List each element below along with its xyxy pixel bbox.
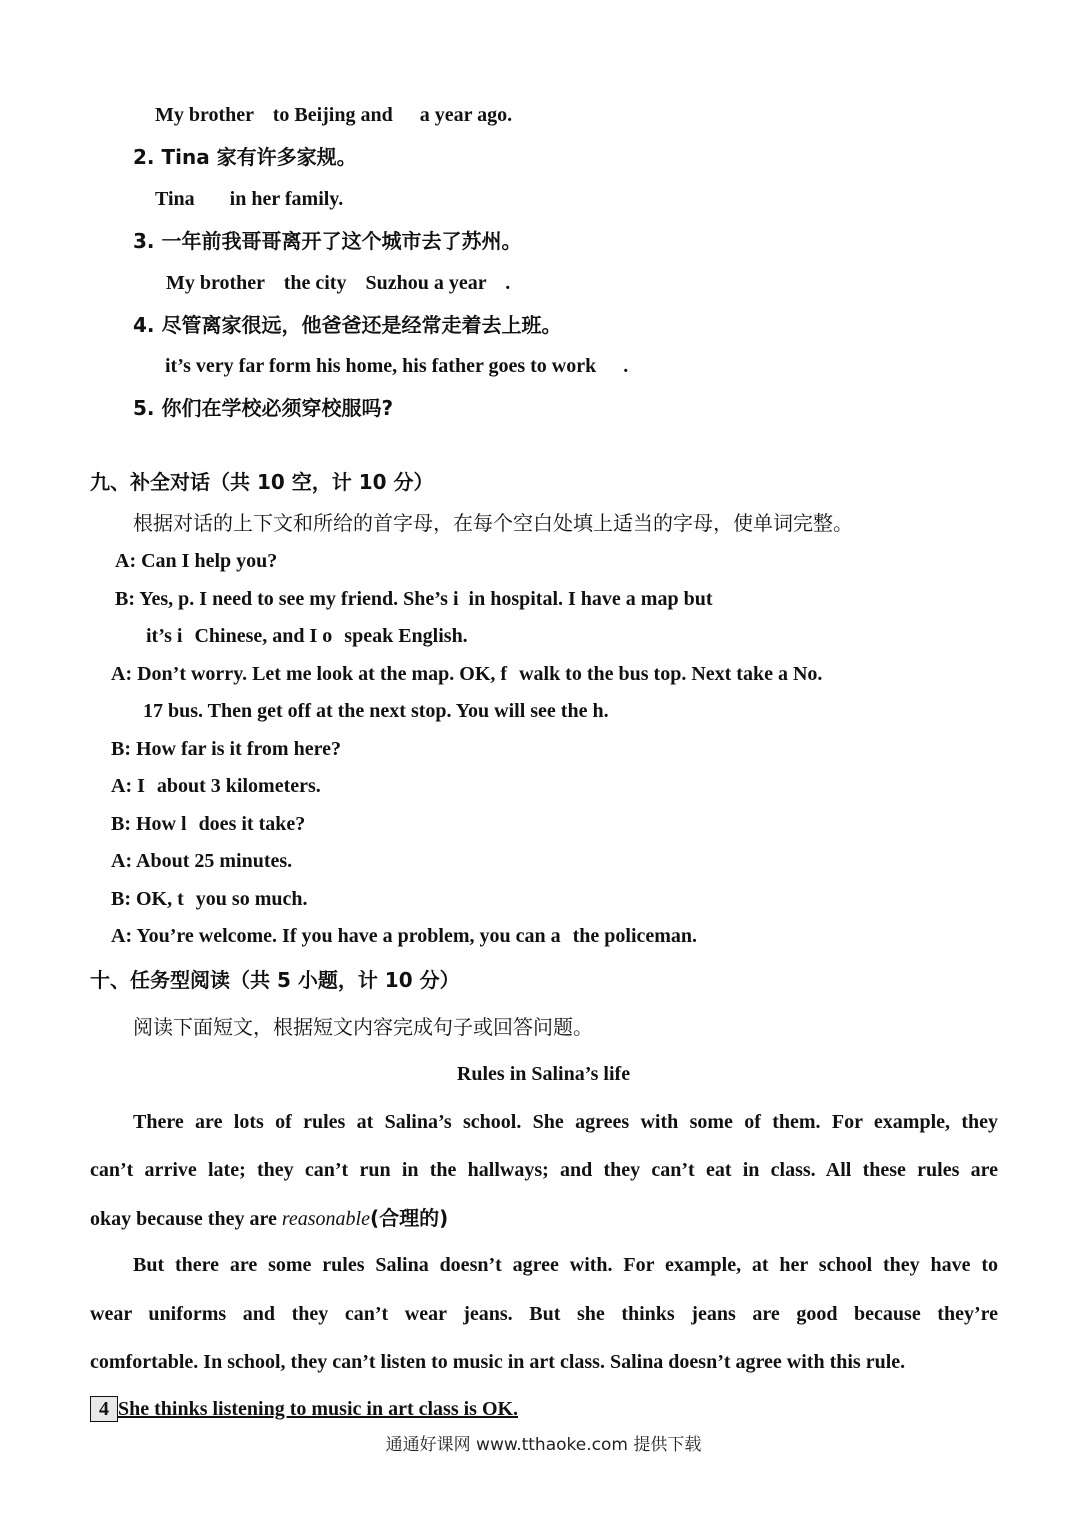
dialog-line-5 [143, 698, 609, 724]
text: A: You’re welcome. If you have a problem, you can a [111, 925, 561, 947]
text: to Beijing and [272, 104, 393, 126]
text: it’s very far form his home, his father goes to work [165, 355, 597, 377]
section9-instruction: 根据对话的上下文和所给的首字母，在每个空白处填上适当的字母，使单词完整。 [133, 511, 853, 535]
text: Tina [155, 188, 195, 210]
section10-instruction: 阅读下面短文，根据短文内容完成句子或回答问题。 [133, 1015, 593, 1039]
text: in hospital. I have a map but [468, 588, 713, 610]
question-text: 2. Tina 家有许多家规。 [133, 145, 357, 169]
italic-word: reasonable [281, 1208, 370, 1230]
dialog-line-8 [111, 811, 305, 837]
text: okay because they are [90, 1208, 277, 1230]
text: B: Yes, p [115, 588, 190, 610]
text: . [603, 700, 609, 722]
passage-line [90, 1205, 448, 1232]
text: My brother [155, 104, 254, 126]
q4-english-line [155, 353, 628, 379]
q5-chinese [133, 395, 393, 422]
passage-title: Rules in Salina’s life [456, 1063, 631, 1085]
question-text: 3. 一年前我哥哥离开了这个城市去了苏州。 [133, 229, 522, 253]
footer-credit: 通通好课网 www.tthaoke.com 提供下载 [385, 1435, 702, 1455]
text: a year ago. [419, 104, 513, 126]
page-number-box: 4 [90, 1396, 118, 1422]
question-text: 5. 你们在学校必须穿校服吗? [133, 396, 394, 420]
dialog-line-3 [146, 623, 468, 649]
passage-line: There are lots of rules at Salina’s school. She agrees with some of them. For example, they [133, 1111, 998, 1133]
text: about 3 kilometers. [156, 775, 321, 797]
text: in her family. [229, 188, 344, 210]
text: A: Don’t worry. Let me look at the map. OK, f [111, 663, 508, 685]
dialog-line-2 [115, 586, 713, 612]
dialog-line-4 [111, 661, 822, 687]
text: B: OK, t [111, 888, 184, 910]
text: Suzhou a year [365, 272, 487, 294]
q2-english-line [155, 186, 343, 212]
passage-line: comfortable. In school, they can’t listen to music in art class. Salina doesn’t agree with this rule. [90, 1351, 906, 1373]
passage-line: She thinks listening to music in art class is OK. [118, 1398, 519, 1420]
text: speak English. [344, 625, 468, 647]
text: the policeman. [572, 925, 698, 947]
q3-chinese [133, 228, 521, 255]
text: . [505, 272, 511, 294]
text: (合理的) [369, 1206, 449, 1230]
text: 17 bus. Then get off at the next stop. You will see the h [143, 700, 604, 722]
section9-heading: 九、补全对话（共 10 空，计 10 分） [90, 470, 434, 494]
text: it’s i [146, 625, 183, 647]
section10-heading: 十、任务型阅读（共 5 小题，计 10 分） [90, 968, 460, 992]
text: A: I [111, 775, 145, 797]
text: walk to the bus top. Next take a No. [519, 663, 823, 685]
q3-english-line [166, 270, 510, 296]
dialog-line-10 [111, 886, 307, 912]
text: . I need to see my friend. She’s i [189, 588, 459, 610]
text: the city [283, 272, 347, 294]
q4-chinese [133, 312, 561, 339]
text: . [623, 355, 629, 377]
text: you so much. [195, 888, 308, 910]
passage-line: wear uniforms and they can’t wear jeans. But she thinks jeans are good because they’re [90, 1303, 998, 1325]
dialog-line-9: A: About 25 minutes. [111, 850, 293, 872]
passage-line: can’t arrive late; they can’t run in the hallways; and they can’t eat in class. All these rules are [90, 1159, 998, 1181]
text: My brother [166, 272, 265, 294]
dialog-line-7 [111, 773, 321, 799]
passage-line: But there are some rules Salina doesn’t agree with. For example, at her school they have to [133, 1254, 998, 1276]
dialog-line-6: B: How far is it from here? [111, 738, 341, 760]
q2-chinese [133, 144, 357, 171]
dialog-line-11 [111, 923, 697, 949]
text: does it take? [198, 813, 306, 835]
q1-english-line [155, 102, 512, 128]
dialog-line-1: A: Can I help you? [115, 550, 278, 572]
question-text: 4. 尽管离家很远，他爸爸还是经常走着去上班。 [133, 313, 562, 337]
text: Chinese, and I o [194, 625, 333, 647]
text: B: How l [111, 813, 187, 835]
